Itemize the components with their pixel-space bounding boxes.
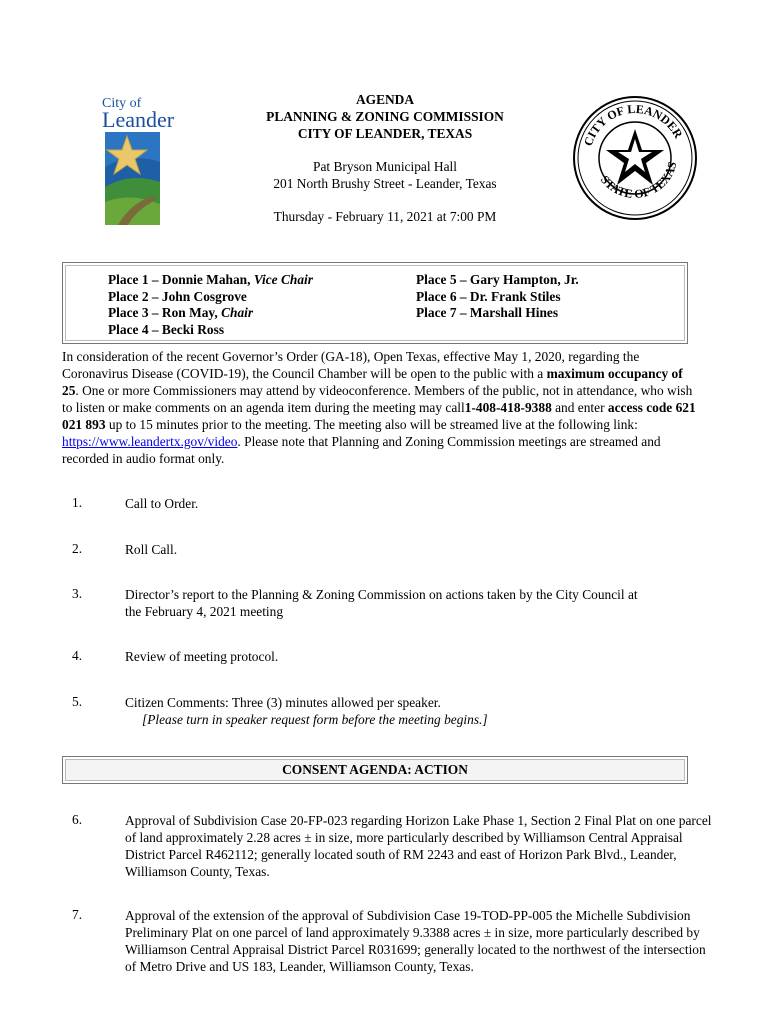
item-number: 1. (72, 495, 83, 510)
member-place-6: Place 6 – Dr. Frank Stiles (416, 288, 561, 304)
agenda-title: AGENDA (355, 92, 415, 107)
covid-notice-paragraph: In consideration of the recent Governor’s Order (GA-18), Open Texas, effective May 1, 2020, regarding the Coronavirus Disease (COVID-19), the Council Chamber will be open to the public with a maximum occupancy of 25. One or more Commissioners may attend by videoconference. Members of the public, not in attendance, who wish to listen or make comments on an agenda item during the meeting may call1-408-418-9388 and enter access code 621 021 893 up to 15 minutes prior to the meeting. The meeting also will be streamed live at the following link: https://www.leandertx.gov/video. Please note that Planning and Zoning Commission meetings are streamed and recorded in audio format only. (62, 349, 696, 466)
item-text: Review of meeting protocol. (125, 649, 279, 664)
member-place-7: Place 7 – Marshall Hines (416, 305, 559, 320)
member-place-5: Place 5 – Gary Hampton, Jr. (416, 272, 579, 287)
address: 201 North Brushy Street - Leander, Texas (273, 176, 497, 191)
item-text: Citizen Comments: Three (3) minutes allowed per speaker. [Please turn in speaker request form before the meeting begins.] (125, 695, 488, 727)
logo-line1: City of (102, 96, 142, 111)
city-seal (572, 95, 698, 221)
video-stream-link[interactable]: https://www.leandertx.gov/video (62, 434, 238, 449)
item-text: Call to Order. (125, 496, 199, 511)
member-place-2: Place 2 – John Cosgrove (108, 288, 247, 304)
item-number: 5. (72, 694, 83, 709)
member-place-4: Place 4 – Becki Ross (108, 321, 225, 337)
item-text: Approval of the extension of the approval of Subdivision Case 19-TOD-PP-005 the Michelle Subdivision Preliminary Plat on one parcel of land approximately 9.3388 acres ± in size, more particularly described by Williamson Central Appraisal District Parcel R031699; generally located to the northwest of the intersection of Metro Drive and US 183, Leander, Williamson County, Texas. (125, 908, 706, 974)
item-number: 2. (72, 541, 83, 556)
consent-agenda-heading: CONSENT AGENDA: ACTION (62, 756, 688, 784)
commission-name: PLANNING & ZONING COMMISSION (266, 109, 504, 124)
members-left-column (108, 272, 313, 338)
member-place-1: Place 1 – Donnie Mahan, Vice Chair (108, 272, 313, 287)
item-number: 7. (72, 907, 83, 922)
item-number: 6. (72, 812, 83, 827)
item-text: Roll Call. (125, 542, 178, 557)
agenda-item (72, 694, 692, 734)
item-note: [Please turn in speaker request form before the meeting begins.] (142, 712, 488, 727)
item-text: Approval of Subdivision Case 20-FP-023 regarding Horizon Lake Phase 1, Section 2 Final Plat on one parcel of land approximately 2.28 acres ± in size, more particularly described by Williamson Central Appraisal District Parcel R462112; generally located south of RM 2243 and east of Horizon Park Blvd., Leander, Williamson County, Texas. (125, 813, 712, 879)
meeting-datetime: Thursday - February 11, 2021 at 7:00 PM (273, 209, 497, 224)
item-number: 4. (72, 648, 83, 663)
seal-top-text: CITY OF LEANDER (580, 101, 686, 148)
logo-line2: Leander (102, 107, 175, 132)
city-name: CITY OF LEANDER, TEXAS (297, 126, 473, 141)
item-number: 3. (72, 586, 83, 601)
agenda-header (220, 91, 550, 225)
members-right-column (416, 272, 579, 322)
agenda-item (72, 586, 692, 626)
venue: Pat Bryson Municipal Hall (313, 159, 457, 174)
city-logo (100, 92, 190, 227)
item-text: Director’s report to the Planning & Zoning Commission on actions taken by the City Council at the February 4, 2021 meeting (125, 587, 638, 619)
seal-bottom-text: STATE OF TEXAS (597, 160, 680, 202)
commission-members-box (62, 262, 688, 344)
member-place-3: Place 3 – Ron May, Chair (108, 305, 254, 320)
